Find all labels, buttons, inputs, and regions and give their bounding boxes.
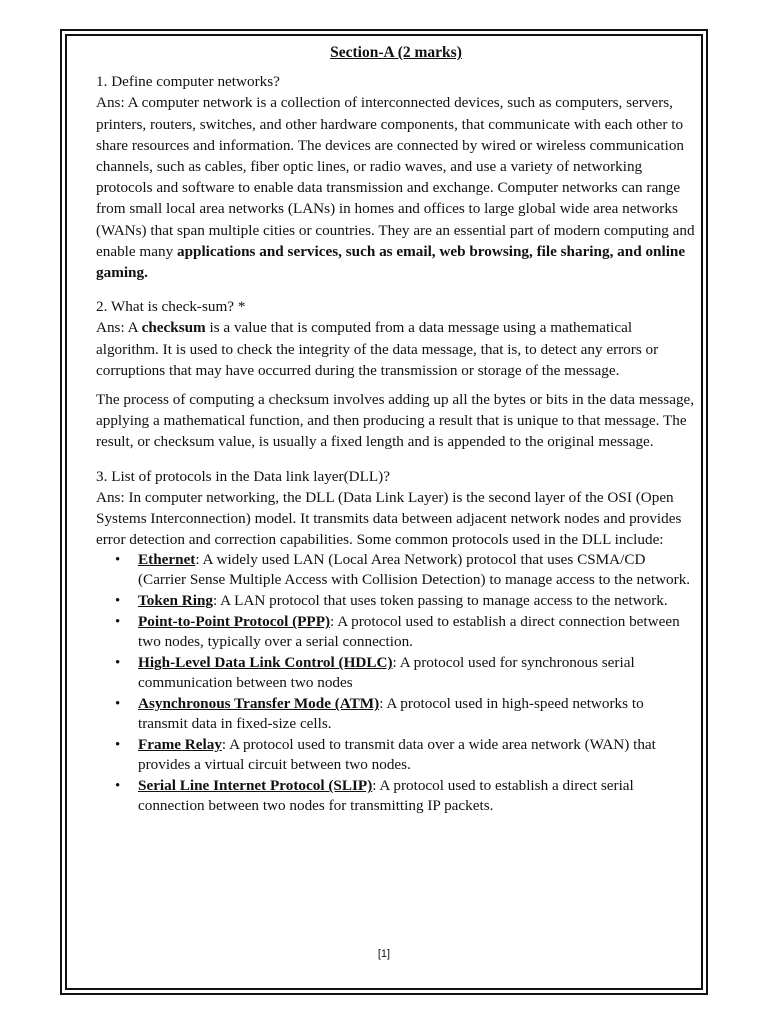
question-2-answer-rest: is a value that is computed from a data message using a mathematical algorithm. It is used to check the integrity of the data message, that is, to detect any errors or corruptions that may have occurred during the transmission or storage of the message. — [96, 319, 659, 379]
protocol-desc: : A LAN protocol that uses token passing to manage access to the network. — [213, 592, 668, 610]
question-2-text: 2. What is check-sum? * — [96, 298, 246, 316]
list-item — [138, 653, 696, 693]
protocol-name: Ethernet — [138, 551, 196, 569]
list-item — [138, 612, 696, 652]
page-number: [1] — [377, 948, 391, 960]
protocol-desc: : A protocol used to transmit data over a wide area network (WAN) that provides a virtual circuit between two nodes. — [138, 736, 656, 774]
question-2-paragraph-2: The process of computing a checksum involves adding up all the bytes or bits in the data message, applying a mathematical function, and then producing a result that is unique to that message. The result, or checksum value, is usually a fixed length and is appended to the original message. — [96, 391, 695, 451]
question-1-answer-text: Ans: A computer network is a collection of interconnected devices, such as computers, servers, printers, routers, switches, and other hardware components, that communicate with each other to share resources and information. The devices are connected by wired or wireless communication channels, such as cables, fiber optic lines, or radio waves, and use a variety of networking protocols and software to enable data transmission and exchange. Computer networks can range from small local area networks (LANs) in homes and offices to large global wide area networks (WANs) that span multiple cities or countries. They are an essential part of modern computing and enable many — [96, 94, 695, 260]
list-item — [138, 776, 696, 816]
protocol-desc: : A protocol used for synchronous serial communication between two nodes — [138, 654, 635, 692]
question-3-answer: Ans: In computer networking, the DLL (Data Link Layer) is the second layer of the OSI (Open Systems Interconnection) model. It transmits data between adjacent network nodes and provides error detection and correction capabilities. Some common protocols used in the DLL include: — [96, 488, 682, 549]
list-item — [138, 550, 696, 590]
protocol-desc: : A widely used LAN (Local Area Network) protocol that uses CSMA/CD (Carrier Sense Multiple Access with Collision Detection) to manage access to the network. — [138, 551, 691, 589]
question-1 — [96, 71, 696, 283]
question-1-text: 1. Define computer networks? — [96, 73, 280, 91]
question-1-answer — [96, 92, 696, 283]
question-2 — [96, 296, 696, 452]
protocol-name: Asynchronous Transfer Mode (ATM) — [138, 695, 380, 713]
section-title: Section-A (2 marks) — [330, 44, 462, 61]
protocol-desc: : A protocol used to establish a direct serial connection between two nodes for transmitting IP packets. — [138, 777, 634, 815]
protocol-list — [96, 550, 696, 816]
protocol-name: Token Ring — [138, 592, 213, 610]
protocol-name: Frame Relay — [138, 736, 222, 754]
protocol-desc: : A protocol used in high-speed networks to transmit data in fixed-size cells. — [138, 695, 644, 733]
protocol-name: Serial Line Internet Protocol (SLIP) — [138, 777, 373, 795]
question-2-answer-prefix: Ans: A — [96, 319, 142, 337]
question-1-answer-bold: applications and services, such as email, web browsing, file sharing, and online gaming. — [96, 242, 686, 282]
list-item — [138, 591, 696, 611]
list-item — [138, 694, 696, 734]
question-3-text: 3. List of protocols in the Data link layer(DLL)? — [96, 467, 390, 485]
protocol-name: Point-to-Point Protocol (PPP) — [138, 613, 331, 631]
protocol-name: High-Level Data Link Control (HDLC) — [138, 654, 393, 672]
document-body — [96, 42, 696, 817]
question-2-answer-term: checksum — [141, 319, 206, 337]
protocol-desc: : A protocol used to establish a direct connection between two nodes, typically over a serial connection. — [138, 613, 680, 651]
list-item — [138, 735, 696, 775]
question-3 — [96, 466, 696, 817]
question-2-answer — [96, 317, 696, 381]
